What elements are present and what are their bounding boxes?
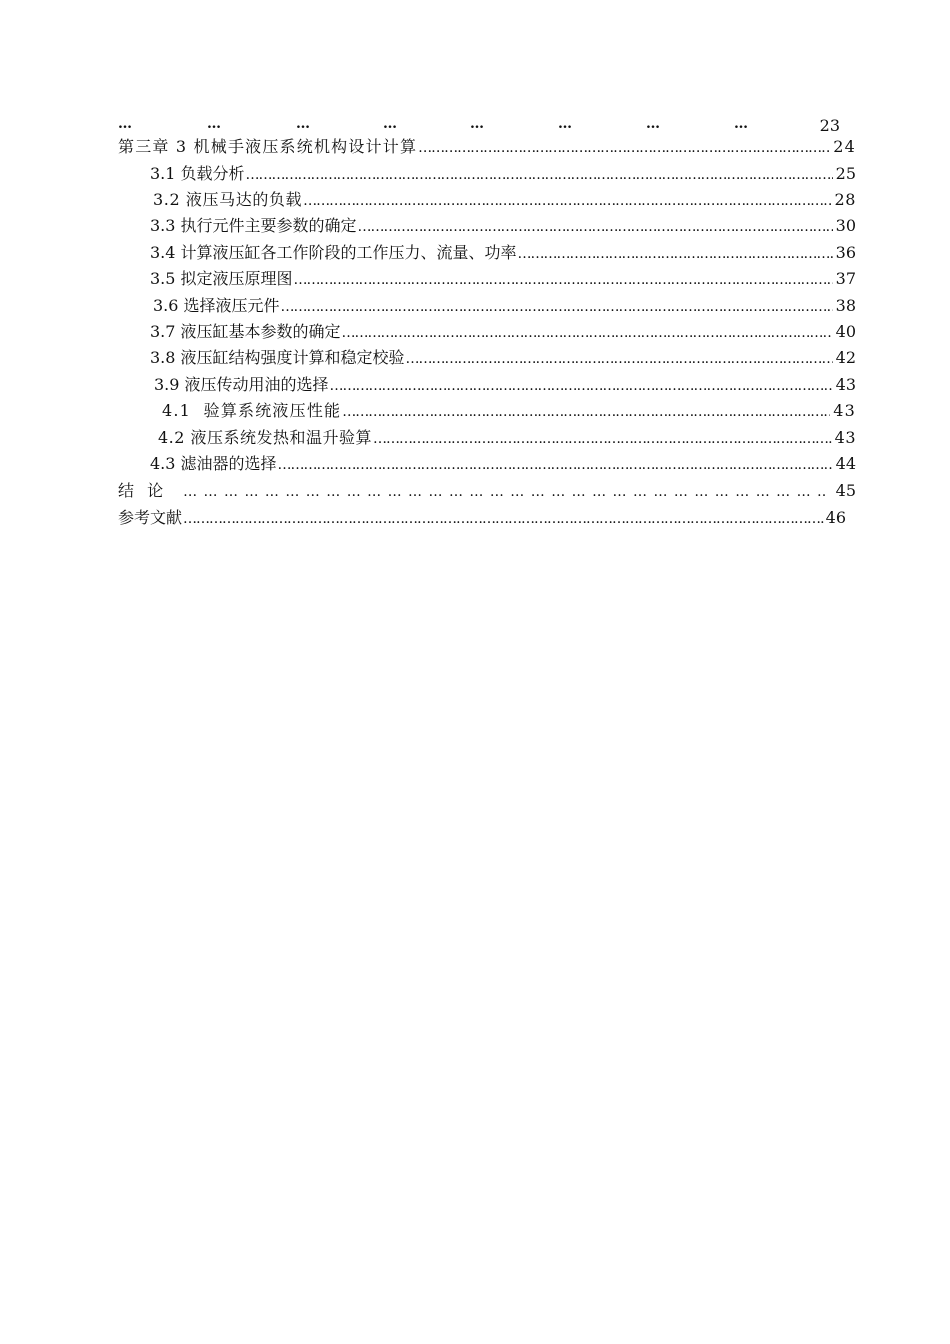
toc-leader-dots <box>183 509 826 529</box>
toc-page-number: 40 <box>835 322 856 341</box>
toc-page-number: 44 <box>835 454 856 473</box>
toc-page-number: 24 <box>833 137 856 156</box>
toc-entry-title: 参考文献 <box>118 508 183 527</box>
toc-entry[interactable] <box>118 481 856 502</box>
toc-page-number: 36 <box>835 243 856 262</box>
toc-page-number: 38 <box>835 296 856 315</box>
toc-page-number: 28 <box>834 190 856 209</box>
toc-page-number: 43 <box>835 375 856 394</box>
toc-leader-dots <box>418 138 830 158</box>
toc-entry[interactable] <box>150 243 856 264</box>
toc-leader-dots <box>373 429 832 449</box>
toc-entry-title: 结 论 <box>118 481 168 500</box>
toc-page-number: 46 <box>825 508 846 527</box>
toc-entry[interactable] <box>153 296 856 317</box>
toc-leader-dots <box>518 244 833 264</box>
toc-entry[interactable] <box>118 508 846 529</box>
toc-entry[interactable] <box>150 164 856 185</box>
toc-entry-title: 3.4 计算液压缸各工作阶段的工作压力、流量、功率 <box>150 243 517 262</box>
leader-dots: … <box>470 116 483 132</box>
toc-entry-title: 3.9 液压传动用油的选择 <box>154 375 329 394</box>
toc-page-number: 45 <box>835 481 856 500</box>
toc-entry-title: 3.5 拟定液压原理图 <box>150 269 293 288</box>
toc-page-number: 43 <box>833 401 856 420</box>
toc-entry[interactable] <box>150 454 856 475</box>
toc-leader-dots <box>406 349 833 369</box>
toc-entry-title: 3.6 选择液压元件 <box>153 296 280 315</box>
toc-page-number: 37 <box>835 269 856 288</box>
toc-leader-dots <box>358 217 833 237</box>
toc-entry[interactable] <box>150 348 856 369</box>
toc-leader-dots <box>303 191 831 211</box>
toc-page-number: 43 <box>834 428 856 447</box>
leader-dots: … <box>118 116 131 132</box>
toc-leader-dots <box>342 402 830 422</box>
leader-dots: … <box>296 116 309 132</box>
toc-entry[interactable] <box>150 216 856 237</box>
toc-entry[interactable] <box>158 428 856 449</box>
toc-page-number: 30 <box>835 216 856 235</box>
toc-entry-title: 3.7 液压缸基本参数的确定 <box>150 322 341 341</box>
toc-entry-title: 3.2 液压马达的负载 <box>153 190 303 209</box>
toc-leader-dots <box>183 482 826 502</box>
toc-continuation-row <box>118 116 860 136</box>
toc-leader-dots <box>246 165 833 185</box>
leader-dots: … <box>646 116 659 132</box>
leader-dots: … <box>383 116 396 132</box>
toc-entry-title: 3.3 执行元件主要参数的确定 <box>150 216 357 235</box>
toc-entry[interactable] <box>154 375 856 396</box>
toc-entry-title: 4.3 滤油器的选择 <box>150 454 277 473</box>
toc-leader-dots <box>330 376 833 396</box>
toc-page-number: 23 <box>819 116 840 135</box>
leader-dots: … <box>734 116 747 132</box>
toc-leader-dots <box>278 455 833 475</box>
toc-leader-dots <box>281 297 833 317</box>
toc-entry[interactable] <box>150 322 856 343</box>
toc-entry[interactable] <box>150 269 856 290</box>
toc-leader-dots <box>342 323 833 343</box>
toc-entry[interactable] <box>162 401 856 422</box>
toc-page-number: 42 <box>835 348 856 367</box>
toc-entry[interactable] <box>118 137 856 158</box>
toc-page-number: 25 <box>835 164 856 183</box>
toc-entry-title: 3.8 液压缸结构强度计算和稳定校验 <box>150 348 405 367</box>
toc-entry[interactable] <box>153 190 856 211</box>
toc-entry-title: 第三章 3 机械手液压系统机构设计计算 <box>118 137 418 156</box>
toc-leader-dots <box>294 270 833 290</box>
leader-dots: … <box>207 116 220 132</box>
toc-entry-title: 3.1 负载分析 <box>150 164 245 183</box>
toc-entry-title: 4.2 液压系统发热和温升验算 <box>158 428 373 447</box>
toc-entry-title: 4.1 验算系统液压性能 <box>162 401 342 420</box>
leader-dots: … <box>558 116 571 132</box>
